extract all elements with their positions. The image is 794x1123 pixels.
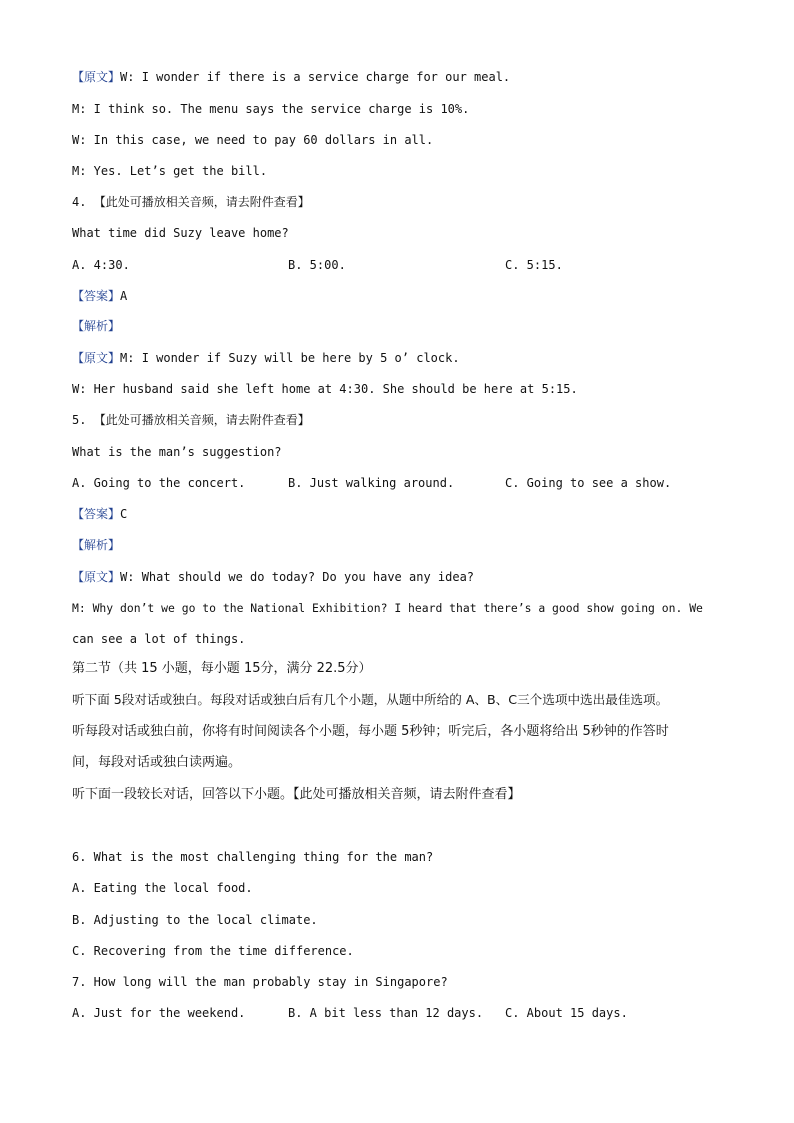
q5-transcript-line2: M: Why don’t we go to the National Exhibition? I heard that there’s a good show going on. We — [72, 601, 703, 615]
q6-question: 6. What is the most challenging thing for the man? — [72, 850, 434, 864]
q3-transcript-line2: M: I think so. The menu says the service charge is 10%. — [72, 102, 470, 116]
transcript-tag: 【原文】 — [72, 351, 121, 365]
audio-note: 【此处可播放相关音频，请去附件查看】 — [93, 413, 310, 427]
answer-tag: 【答案】 — [72, 289, 121, 303]
q6-option-c: C. Recovering from the time difference. — [72, 944, 354, 958]
q7-options — [72, 1005, 732, 1085]
section2-instruction-1: 听下面 5段对话或独白。每段对话或独白后有几个小题，从题中所给的 A、B、C三个选项中选出最佳选项。 — [72, 692, 669, 707]
q7-option-a: A. Just for the weekend. — [72, 1006, 246, 1020]
q4-answer: 【答案】A — [72, 289, 128, 303]
q6-option-a: A. Eating the local food. — [72, 881, 253, 895]
q5-transcript-line3: can see a lot of things. — [72, 632, 246, 646]
answer-tag: 【答案】 — [72, 507, 121, 521]
q4-analysis — [72, 318, 120, 334]
analysis-tag: 【解析】 — [72, 538, 121, 552]
section2-instruction-4: 听下面一段较长对话，回答以下小题。【此处可播放相关音频，请去附件查看】 — [72, 787, 521, 802]
q4-heading: 4. 【此处可播放相关音频，请去附件查看】 — [72, 195, 310, 209]
analysis-tag: 【解析】 — [72, 319, 121, 333]
audio-note: 【此处可播放相关音频，请去附件查看】 — [93, 195, 310, 209]
q4-transcript-line1: 【原文】M: I wonder if Suzy will be here by 5 o’ clock. — [72, 351, 460, 365]
q7-option-c: C. About 15 days. — [505, 1006, 628, 1020]
q5-option-a: A. Going to the concert. — [72, 476, 246, 490]
q5-option-c: C. Going to see a show. — [505, 476, 672, 490]
q4-options — [72, 257, 732, 337]
transcript-tag: 【原文】 — [72, 70, 121, 84]
q4-option-b: B. 5:00. — [288, 258, 346, 272]
q5-option-b: B. Just walking around. — [288, 476, 455, 490]
q4-option-c: C. 5:15. — [505, 258, 563, 272]
q5-transcript-line1: 【原文】W: What should we do today? Do you have any idea? — [72, 570, 475, 584]
q7-question: 7. How long will the man probably stay in Singapore? — [72, 975, 448, 989]
q4-question: What time did Suzy leave home? — [72, 226, 289, 240]
section2-instruction-2: 听每段对话或独白前，你将有时间阅读各个小题，每小题 5秒钟；听完后，各小题将给出 5秒钟的作答时 — [72, 724, 669, 739]
q5-question: What is the man’s suggestion? — [72, 445, 282, 459]
q3-transcript-line1: 【原文】W: I wonder if there is a service charge for our meal. — [72, 70, 511, 84]
q7-option-b: B. A bit less than 12 days. — [288, 1006, 484, 1020]
q5-options — [72, 475, 732, 555]
q4-option-a: A. 4:30. — [72, 258, 130, 272]
q6-option-b: B. Adjusting to the local climate. — [72, 913, 318, 927]
section2-heading: 第二节（共 15 小题，每小题 15分，满分 22.5分） — [72, 661, 372, 676]
q5-analysis — [72, 537, 120, 553]
q5-heading: 5. 【此处可播放相关音频，请去附件查看】 — [72, 413, 310, 427]
q3-transcript-line3: W: In this case, we need to pay 60 dollars in all. — [72, 133, 434, 147]
q3-transcript-line4: M: Yes. Let’s get the bill. — [72, 164, 268, 178]
transcript-tag: 【原文】 — [72, 570, 121, 584]
q5-answer: 【答案】C — [72, 507, 128, 521]
q4-transcript-line2: W: Her husband said she left home at 4:30. She should be here at 5:15. — [72, 382, 578, 396]
section2-instruction-3: 间，每段对话或独白读两遍。 — [72, 755, 242, 770]
